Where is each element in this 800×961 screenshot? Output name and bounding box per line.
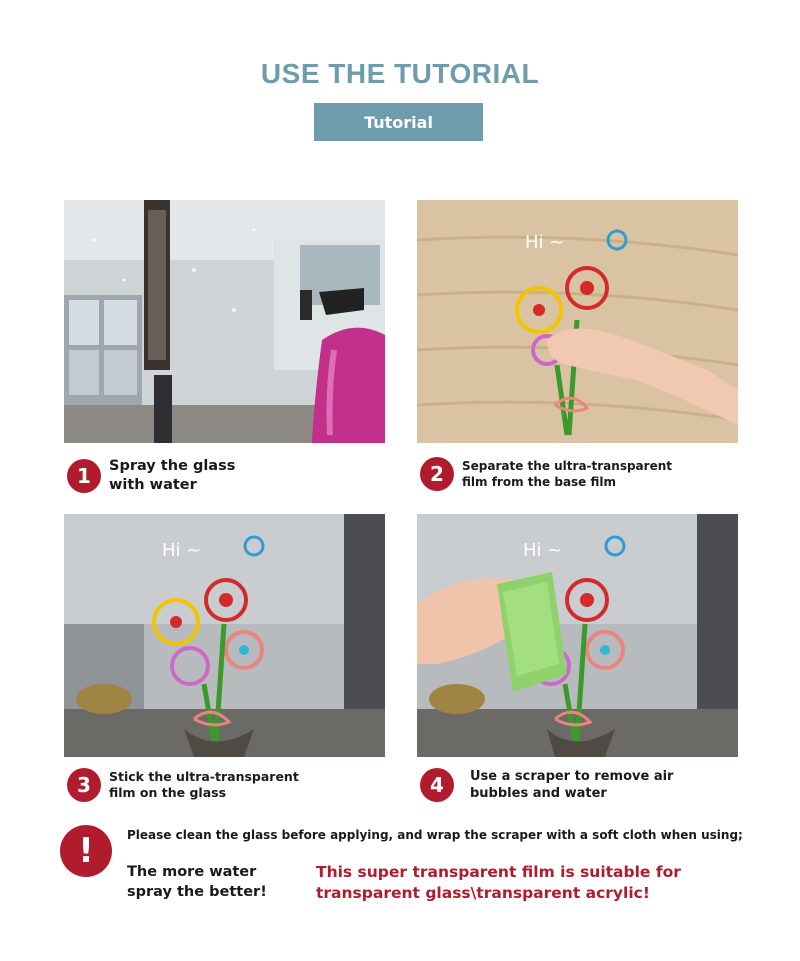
- page-title: USE THE TUTORIAL: [260, 58, 540, 89]
- step-number-badge: 1: [67, 459, 101, 493]
- step-1-photo: [64, 200, 385, 443]
- warning-icon: !: [60, 825, 112, 877]
- spray-glass-illustration: [64, 200, 385, 443]
- step-2: [420, 457, 672, 491]
- hi-sticker: Hi ~: [523, 540, 563, 561]
- scraper-illustration: [417, 514, 738, 757]
- hi-sticker: Hi ~: [525, 232, 565, 253]
- step-4: [420, 768, 673, 802]
- step-text: Separate the ultra-transparent film from the base film: [462, 459, 672, 489]
- step-text: Spray the glass with water: [109, 458, 236, 493]
- step-2-photo: [417, 200, 738, 443]
- separate-film-illustration: [417, 200, 738, 443]
- step-1: [67, 457, 235, 495]
- water-tip: The more water spray the better!: [127, 864, 267, 900]
- step-text: Use a scraper to remove air bubbles and water: [470, 769, 674, 801]
- step-text: Stick the ultra-transparent film on the glass: [109, 769, 299, 800]
- step-3: [67, 768, 299, 802]
- step-number-badge: 2: [420, 457, 454, 491]
- cleaning-note: Please clean the glass before applying, and wrap the scraper with a soft cloth when using;: [127, 828, 743, 842]
- suitability-note: This super transparent film is suitable for transparent glass\transparent acrylic!: [316, 863, 681, 902]
- film-on-glass-illustration: [64, 514, 385, 757]
- step-4-photo: [417, 514, 738, 757]
- tutorial-tag: Tutorial: [314, 103, 483, 141]
- step-number-badge: 4: [420, 768, 454, 802]
- hi-sticker: Hi ~: [162, 540, 202, 561]
- step-3-photo: [64, 514, 385, 757]
- step-number-badge: 3: [67, 768, 101, 802]
